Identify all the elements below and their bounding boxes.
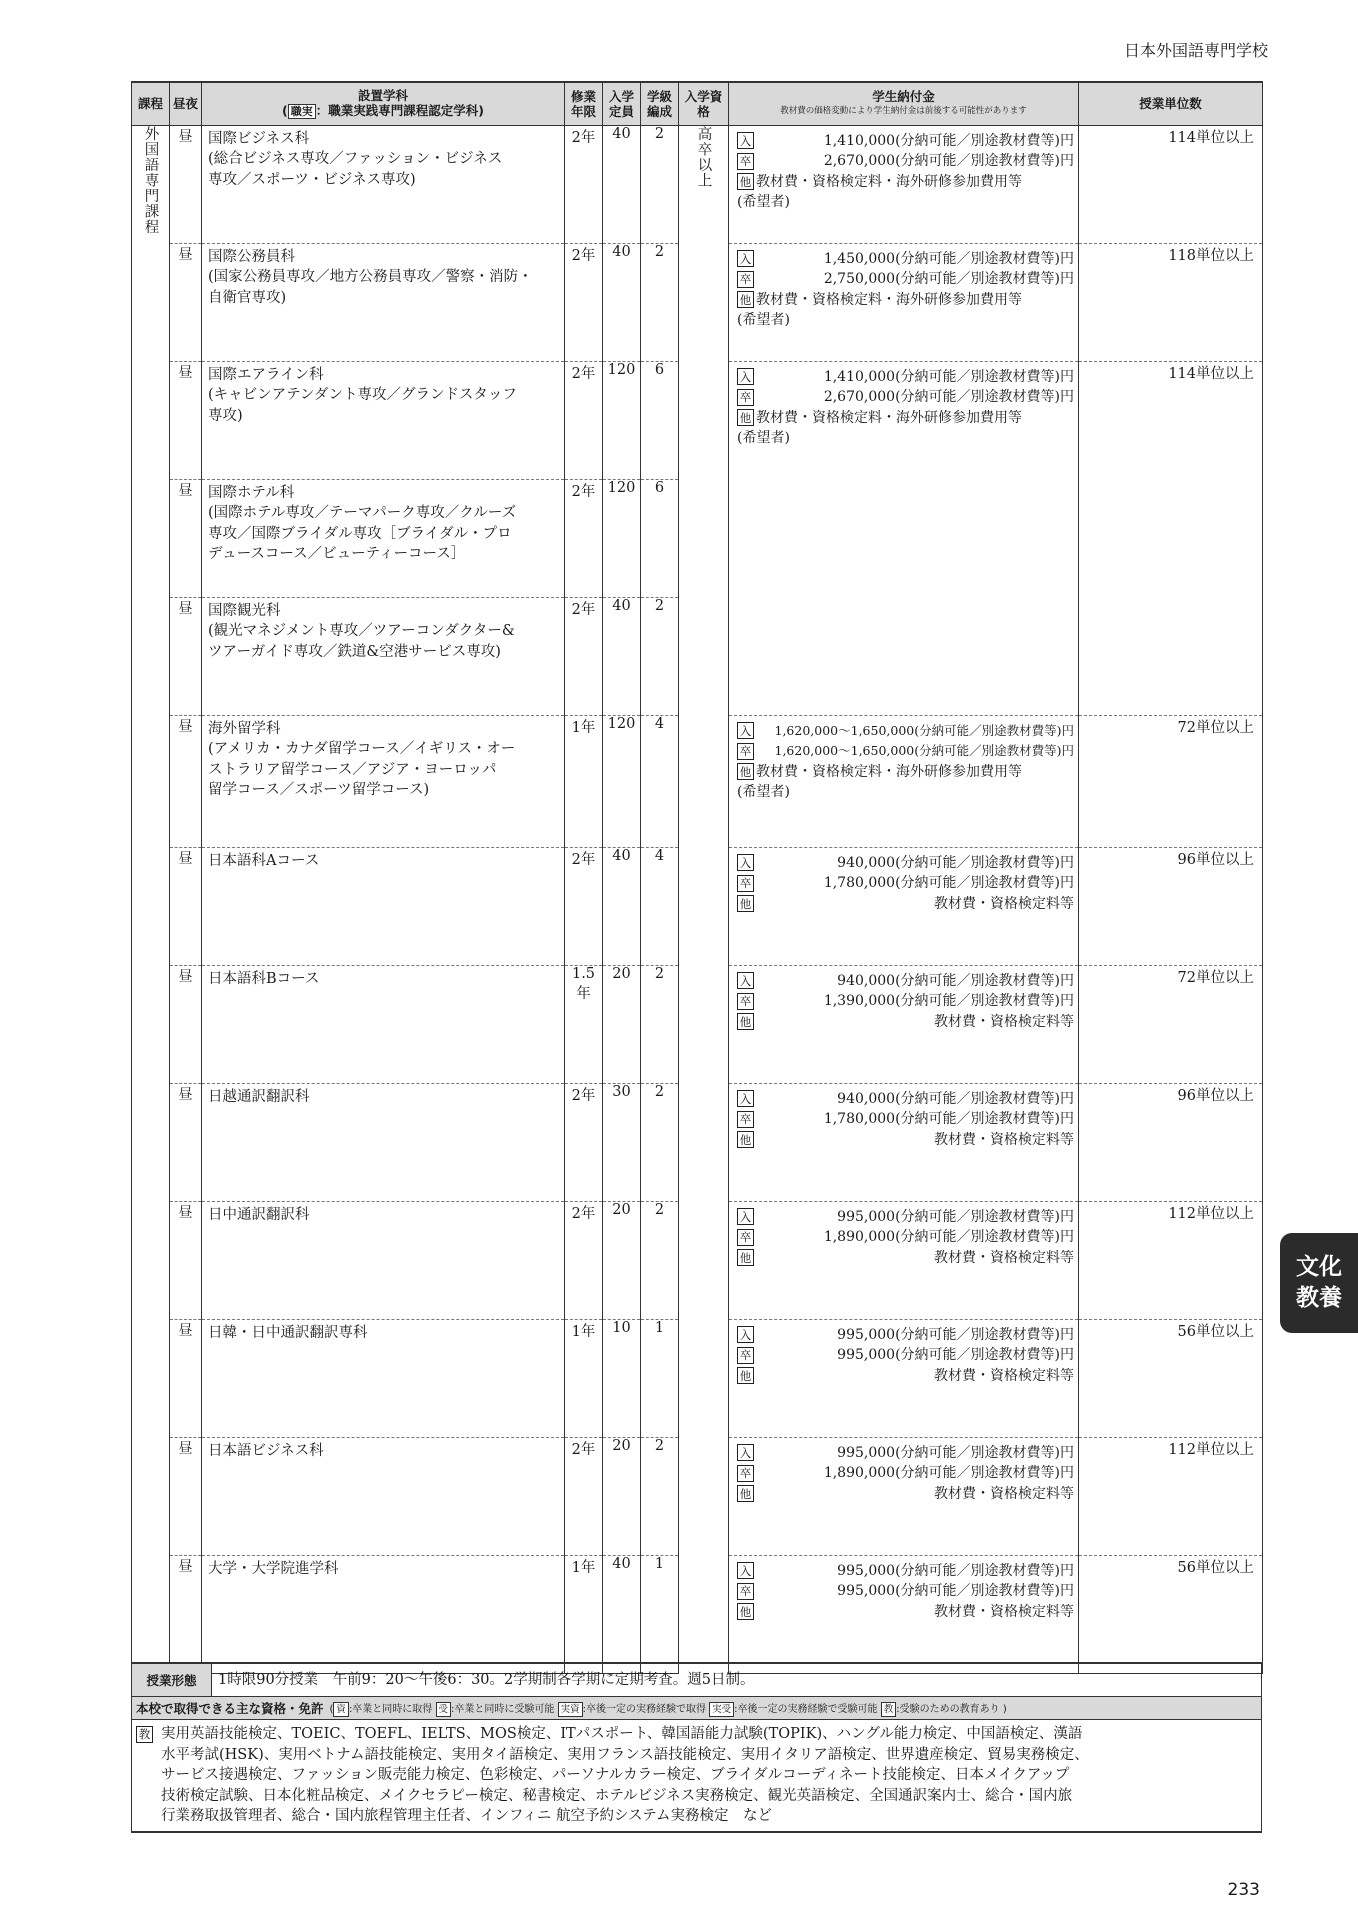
classes-cell: 1 — [641, 1555, 679, 1673]
header-dept-pill: 職実 — [288, 104, 316, 119]
qualification-list-line: サービス接遇検定、ファッション販売能力検定、色彩検定、パーソナルカラー検定、ブライダルコーディネート技能検定、日本メイクアップ — [161, 1767, 1070, 1783]
course-cell — [132, 125, 170, 1673]
fee-amount: 2,670,000(分納可能／別途教材費等)円 — [823, 153, 1074, 169]
qualification-text: 高卒以上 — [695, 125, 712, 188]
header-fee — [729, 82, 1079, 125]
fee-amount: 940,000(分納可能／別途教材費等)円 — [837, 1090, 1074, 1107]
units-cell: 112単位以上 — [1079, 1437, 1263, 1555]
years-cell: 2年 — [565, 847, 603, 965]
department-cell — [202, 1201, 565, 1319]
department-name: 日本語科Bコース — [208, 970, 320, 987]
legend-pill: 教 — [881, 1702, 897, 1717]
legend-text: :卒業と同時に取得 — [348, 1703, 433, 1715]
capacity-cell: 40 — [603, 243, 641, 361]
fee-note: (希望者) — [737, 430, 790, 446]
fee-line — [737, 853, 1074, 874]
lesson-format-text: 1時限90分授業 午前9：20～午後6：30。2学期制各学期に定期考査。週5日制。 — [218, 1672, 755, 1688]
fee-type-tag: 卒 — [737, 1347, 754, 1364]
years-cell: 2年 — [565, 243, 603, 361]
capacity-cell: 40 — [603, 847, 641, 965]
fee-line — [737, 1463, 1074, 1484]
units-cell: 56単位以上 — [1079, 1319, 1263, 1437]
qualification-list-line: 実用英語技能検定、TOEIC、TOEFL、IELTS、MOS検定、ITパスポート、韓国語能力試験(TOPIK)、ハングル能力検定、中国語検定、漢語 — [161, 1726, 1083, 1742]
fee-type-tag: 他 — [737, 409, 754, 426]
daynight-cell: 昼 — [170, 243, 202, 361]
fee-type-tag: 他 — [737, 895, 754, 912]
fee-line — [737, 172, 1074, 193]
fee-type-tag: 入 — [737, 1444, 754, 1461]
years-cell: 1年 — [565, 1319, 603, 1437]
fee-line — [737, 1089, 1074, 1110]
department-detail-line: (国際ホテル専攻／テーマパーク専攻／クルーズ — [208, 505, 517, 521]
qualification-tag: 教 — [136, 1726, 153, 1743]
fee-type-tag: 卒 — [737, 875, 754, 892]
department-name: 日越通訳翻訳科 — [208, 1088, 310, 1105]
fee-type-tag: 他 — [737, 291, 754, 308]
course-table — [131, 81, 1263, 1674]
legend-pill: 資 — [333, 1702, 349, 1717]
department-detail-line: (総合ビジネス専攻／ファッション・ビジネス — [208, 151, 503, 167]
fee-line — [737, 1130, 1074, 1151]
qualification-list-line: 行業務取扱管理者、総合・国内旅程管理主任者、インフィニ 航空予約システム実務検定 など — [161, 1808, 772, 1824]
legend-text: :卒業と同時に受験可能 — [451, 1703, 555, 1715]
fee-line — [737, 1581, 1074, 1602]
capacity-cell: 20 — [603, 965, 641, 1083]
department-detail-line: デュースコース／ビューティーコース］ — [208, 546, 466, 562]
department-detail-line: (アメリカ・カナダ留学コース／イギリス・オー — [208, 741, 516, 757]
classes-cell: 2 — [641, 597, 679, 715]
department-cell — [202, 361, 565, 479]
fee-amount: 教材費・資格検定料等 — [934, 1485, 1074, 1502]
daynight-cell: 昼 — [170, 361, 202, 479]
legend-text: :卒後一定の実務経験で取得 — [582, 1703, 706, 1715]
fee-amount: 教材費・資格検定料・海外研修参加費用等 — [756, 291, 1022, 308]
lesson-format-label: 授業形態 — [132, 1664, 212, 1696]
fee-line — [737, 1366, 1074, 1387]
header-capacity: 入学定員 — [603, 82, 641, 125]
capacity-cell: 120 — [603, 715, 641, 847]
fee-amount: 教材費・資格検定料等 — [934, 1013, 1074, 1030]
years-cell: 2年 — [565, 597, 603, 715]
fee-cell — [729, 1437, 1079, 1555]
qualifications-legend: ( 資 :卒業と同時に取得 受 :卒業と同時に受験可能 実資 :卒後一定の実務経験で取得 実受 :卒後一定の実務経験で受験可能 教 :受験のための教育あり ) — [329, 1703, 1007, 1715]
fee-line — [737, 762, 1074, 783]
daynight-cell: 昼 — [170, 1555, 202, 1673]
fee-type-tag: 入 — [737, 854, 754, 871]
department-detail-line: (キャビンアテンダント専攻／グランドスタッフ — [208, 387, 517, 403]
fee-amount: 995,000(分納可能／別途教材費等)円 — [837, 1326, 1074, 1343]
years-cell: 1.5年 — [565, 965, 603, 1083]
units-cell: 72単位以上 — [1079, 715, 1263, 847]
table-header — [132, 82, 1263, 125]
fee-amount: 1,390,000(分納可能／別途教材費等)円 — [823, 993, 1074, 1009]
daynight-cell: 昼 — [170, 1083, 202, 1201]
fee-line — [737, 1109, 1074, 1130]
header-classes: 学級編成 — [641, 82, 679, 125]
department-detail-line: 専攻) — [208, 407, 243, 424]
qualifications-header — [132, 1697, 1261, 1720]
fee-note: (希望者) — [737, 312, 790, 328]
department-cell — [202, 1437, 565, 1555]
fee-type-tag: 他 — [737, 1367, 754, 1384]
department-name: 海外留学科 — [208, 720, 281, 737]
units-cell: 118単位以上 — [1079, 243, 1263, 361]
years-cell: 2年 — [565, 125, 603, 243]
fee-amount: 2,750,000(分納可能／別途教材費等)円 — [823, 271, 1074, 287]
department-name: 日本語ビジネス科 — [208, 1442, 324, 1459]
fee-amount: 教材費・資格検定料等 — [934, 895, 1074, 912]
fee-amount: 940,000(分納可能／別途教材費等)円 — [837, 854, 1074, 871]
department-detail-line: 専攻／スポーツ・ビジネス専攻) — [208, 171, 416, 188]
fee-line — [737, 1443, 1074, 1464]
qualification-list-line: 技術検定試験、日本化粧品検定、メイクセラピー検定、秘書検定、ホテルビジネス実務検定、観光英語検定、全国通訳案内士、総合・国内旅 — [161, 1787, 1073, 1804]
department-cell — [202, 243, 565, 361]
fee-amount: 1,780,000(分納可能／別途教材費等)円 — [823, 875, 1074, 891]
years-cell: 2年 — [565, 479, 603, 597]
units-cell: 114単位以上 — [1079, 125, 1263, 243]
fee-line — [737, 1248, 1074, 1269]
fee-line — [737, 151, 1074, 172]
course-name: 外国語専門課程 — [142, 125, 159, 234]
fee-cell — [729, 965, 1079, 1083]
fee-amount: 1,410,000(分納可能／別途教材費等)円 — [823, 368, 1074, 385]
fee-type-tag: 卒 — [737, 993, 754, 1010]
fee-amount: 1,410,000(分納可能／別途教材費等)円 — [823, 132, 1074, 149]
fee-line — [737, 1561, 1074, 1582]
fee-amount: 1,620,000～1,650,000(分納可能／別途教材費等)円 — [774, 722, 1074, 738]
fee-amount: 教材費・資格検定料・海外研修参加費用等 — [756, 763, 1022, 780]
fee-cell — [729, 125, 1079, 243]
fee-type-tag: 他 — [737, 1249, 754, 1266]
fee-type-tag: 卒 — [737, 271, 754, 288]
fee-line — [737, 1325, 1074, 1346]
fee-amount: 教材費・資格検定料等 — [934, 1249, 1074, 1266]
fee-cell — [729, 1555, 1079, 1673]
fee-amount: 1,450,000(分納可能／別途教材費等)円 — [823, 250, 1074, 267]
classes-cell: 2 — [641, 965, 679, 1083]
department-name: 日本語科Aコース — [208, 852, 320, 869]
fee-line — [737, 894, 1074, 915]
fee-line — [737, 1484, 1074, 1505]
capacity-cell: 20 — [603, 1201, 641, 1319]
daynight-cell: 昼 — [170, 597, 202, 715]
fee-note: (希望者) — [737, 784, 790, 800]
fee-type-tag: 入 — [737, 1090, 754, 1107]
header-years: 修業年限 — [565, 82, 603, 125]
fee-type-tag: 入 — [737, 722, 754, 739]
header-daynight: 昼夜 — [170, 82, 202, 125]
header-dept-line2-pre: ( — [282, 103, 288, 119]
fee-type-tag: 他 — [737, 1131, 754, 1148]
legend-text: :受験のための教育あり — [896, 1703, 1000, 1715]
department-detail-line: (国家公務員専攻／地方公務員専攻／警察・消防・ — [208, 269, 533, 285]
fee-amount: 1,780,000(分納可能／別途教材費等)円 — [823, 1111, 1074, 1127]
fee-line — [737, 1602, 1074, 1623]
years-cell: 2年 — [565, 1437, 603, 1555]
fee-amount: 教材費・資格検定料等 — [934, 1603, 1074, 1620]
daynight-cell: 昼 — [170, 965, 202, 1083]
classes-cell: 2 — [641, 1437, 679, 1555]
fee-type-tag: 入 — [737, 250, 754, 267]
fee-type-tag: 他 — [737, 173, 754, 190]
department-name: 国際公務員科 — [208, 248, 295, 265]
units-cell: 96単位以上 — [1079, 1083, 1263, 1201]
fee-type-tag: 卒 — [737, 1465, 754, 1482]
daynight-cell: 昼 — [170, 1319, 202, 1437]
fee-amount: 995,000(分納可能／別途教材費等)円 — [837, 1562, 1074, 1579]
capacity-cell: 30 — [603, 1083, 641, 1201]
fee-amount: 995,000(分納可能／別途教材費等)円 — [837, 1347, 1074, 1363]
units-cell: 72単位以上 — [1079, 965, 1263, 1083]
legend-pill: 受 — [436, 1702, 452, 1717]
department-cell — [202, 847, 565, 965]
fee-amount: 1,620,000～1,650,000(分納可能／別途教材費等)円 — [774, 743, 1074, 758]
classes-cell: 2 — [641, 125, 679, 243]
fee-amount: 教材費・資格検定料等 — [934, 1367, 1074, 1384]
classes-cell: 6 — [641, 361, 679, 479]
department-cell — [202, 1083, 565, 1201]
department-detail-line: 自衛官専攻) — [208, 289, 287, 306]
fee-line — [737, 1227, 1074, 1248]
classes-cell: 2 — [641, 243, 679, 361]
department-cell — [202, 125, 565, 243]
fee-type-tag: 卒 — [737, 1583, 754, 1600]
fee-amount: 1,890,000(分納可能／別途教材費等)円 — [823, 1465, 1074, 1481]
header-dept-line1: 設置学科 — [357, 88, 408, 104]
legend-pill: 実資 — [558, 1702, 583, 1717]
fee-type-tag: 他 — [737, 763, 754, 780]
department-name: 大学・大学院進学科 — [208, 1560, 339, 1577]
fee-type-tag: 他 — [737, 1603, 754, 1620]
fee-type-tag: 入 — [737, 1326, 754, 1343]
fee-amount: 995,000(分納可能／別途教材費等)円 — [837, 1583, 1074, 1599]
fee-type-tag: 卒 — [737, 1111, 754, 1128]
fee-line — [737, 971, 1074, 992]
fee-amount: 教材費・資格検定料等 — [934, 1131, 1074, 1148]
fee-line — [737, 1012, 1074, 1033]
daynight-cell: 昼 — [170, 125, 202, 243]
fee-amount: 教材費・資格検定料・海外研修参加費用等 — [756, 173, 1022, 190]
classes-cell: 4 — [641, 847, 679, 965]
department-detail-line: (観光マネジメント専攻／ツアーコンダクター& — [208, 623, 515, 639]
fee-line — [737, 408, 1074, 429]
capacity-cell: 40 — [603, 125, 641, 243]
department-cell — [202, 479, 565, 597]
years-cell: 2年 — [565, 1083, 603, 1201]
fee-line — [737, 741, 1074, 762]
department-name: 国際ホテル科 — [208, 484, 295, 501]
daynight-cell: 昼 — [170, 847, 202, 965]
fee-cell — [729, 715, 1079, 847]
department-cell — [202, 597, 565, 715]
department-detail-line: 留学コース／スポーツ留学コース) — [208, 782, 430, 798]
fee-amount: 2,670,000(分納可能／別途教材費等)円 — [823, 389, 1074, 405]
daynight-cell: 昼 — [170, 479, 202, 597]
fee-amount: 1,890,000(分納可能／別途教材費等)円 — [823, 1229, 1074, 1245]
fee-amount: 995,000(分納可能／別途教材費等)円 — [837, 1444, 1074, 1461]
header-fee-title: 学生納付金 — [872, 88, 935, 104]
fee-type-tag: 卒 — [737, 153, 754, 170]
department-cell — [202, 715, 565, 847]
fee-line — [737, 1207, 1074, 1228]
fee-type-tag: 卒 — [737, 389, 754, 406]
department-detail-line: ツアーガイド専攻／鉄道&空港サービス専攻) — [208, 643, 501, 660]
capacity-cell: 20 — [603, 1437, 641, 1555]
classes-cell: 1 — [641, 1319, 679, 1437]
header-fee-note: 教材費の価格変動により学生納付金は前後する可能性があります — [780, 105, 1027, 116]
units-cell: 56単位以上 — [1079, 1555, 1263, 1673]
department-name: 国際ビジネス科 — [208, 130, 310, 147]
legend-text: :卒後一定の実務経験で受験可能 — [734, 1703, 878, 1715]
qualifications-list — [161, 1724, 1089, 1827]
fee-line — [737, 721, 1074, 742]
fee-type-tag: 入 — [737, 368, 754, 385]
department-name: 国際観光科 — [208, 602, 281, 619]
fee-amount: 995,000(分納可能／別途教材費等)円 — [837, 1208, 1074, 1225]
fee-line — [737, 290, 1074, 311]
daynight-cell: 昼 — [170, 1201, 202, 1319]
department-cell — [202, 1555, 565, 1673]
fee-amount: 940,000(分納可能／別途教材費等)円 — [837, 972, 1074, 989]
classes-cell: 6 — [641, 479, 679, 597]
years-cell: 1年 — [565, 1555, 603, 1673]
fee-type-tag: 入 — [737, 1208, 754, 1225]
fee-note: (希望者) — [737, 194, 790, 210]
fee-cell — [729, 847, 1079, 965]
category-side-tab — [1280, 1233, 1358, 1333]
fee-type-tag: 卒 — [737, 743, 754, 760]
capacity-cell: 120 — [603, 361, 641, 479]
fee-line — [737, 1345, 1074, 1366]
capacity-cell: 40 — [603, 1555, 641, 1673]
fee-line — [737, 873, 1074, 894]
classes-cell: 2 — [641, 1083, 679, 1201]
classes-cell: 4 — [641, 715, 679, 847]
side-tab-line-1: 文化 — [1296, 1254, 1342, 1280]
years-cell: 2年 — [565, 361, 603, 479]
fee-type-tag: 他 — [737, 1485, 754, 1502]
years-cell: 1年 — [565, 715, 603, 847]
qualifications-section — [131, 1697, 1262, 1833]
capacity-cell: 40 — [603, 597, 641, 715]
fee-amount: 教材費・資格検定料・海外研修参加費用等 — [756, 409, 1022, 426]
department-detail-line: 専攻／国際ブライダル専攻［ブライダル・プロ — [208, 525, 512, 542]
daynight-cell: 昼 — [170, 715, 202, 847]
fee-line — [737, 991, 1074, 1012]
header-dept-line2-post: ：職業実践専門課程認定学科) — [315, 103, 484, 119]
department-name: 日韓・日中通訳翻訳専科 — [208, 1324, 368, 1341]
fee-type-tag: 他 — [737, 1013, 754, 1030]
header-course: 課程 — [132, 82, 170, 125]
side-tab-line-2: 教養 — [1296, 1285, 1342, 1311]
department-detail-line: ストラリア留学コース／アジア・ヨーロッパ — [208, 761, 497, 778]
capacity-cell: 120 — [603, 479, 641, 597]
fee-line — [737, 269, 1074, 290]
fee-line — [737, 131, 1074, 152]
department-cell — [202, 1319, 565, 1437]
qualifications-body — [132, 1720, 1261, 1831]
fee-type-tag: 入 — [737, 972, 754, 989]
department-cell — [202, 965, 565, 1083]
fee-type-tag: 入 — [737, 1562, 754, 1579]
fee-line — [737, 387, 1074, 408]
classes-cell: 2 — [641, 1201, 679, 1319]
units-cell: 112単位以上 — [1079, 1201, 1263, 1319]
years-cell: 2年 — [565, 1201, 603, 1319]
header-units: 授業単位数 — [1079, 82, 1263, 125]
header-dept — [202, 82, 565, 125]
units-cell: 114単位以上 — [1079, 361, 1263, 715]
fee-line — [737, 249, 1074, 270]
department-name: 日中通訳翻訳科 — [208, 1206, 310, 1223]
fee-type-tag: 入 — [737, 132, 754, 149]
fee-cell — [729, 1083, 1079, 1201]
legend-pill: 実受 — [709, 1702, 734, 1717]
qualification-cell — [679, 125, 729, 1673]
units-cell: 96単位以上 — [1079, 847, 1263, 965]
header-qualification: 入学資格 — [679, 82, 729, 125]
page-number: 233 — [1227, 1880, 1260, 1900]
daynight-cell: 昼 — [170, 1437, 202, 1555]
lesson-format — [131, 1662, 1262, 1697]
fee-cell — [729, 361, 1079, 715]
qualifications-title: 本校で取得できる主な資格・免許 — [136, 1701, 324, 1716]
fee-cell — [729, 1319, 1079, 1437]
school-name: 日本外国語専門学校 — [1123, 41, 1268, 60]
qualification-list-line: 水平考試(HSK)、実用ベトナム語技能検定、実用タイ語検定、実用フランス語技能検定、実用イタリア語検定、世界遺産検定、貿易実務検定、 — [161, 1746, 1089, 1763]
fee-cell — [729, 1201, 1079, 1319]
table-row — [132, 125, 1263, 243]
fee-cell — [729, 243, 1079, 361]
department-name: 国際エアライン科 — [208, 366, 324, 383]
capacity-cell: 10 — [603, 1319, 641, 1437]
fee-line — [737, 367, 1074, 388]
fee-type-tag: 卒 — [737, 1229, 754, 1246]
